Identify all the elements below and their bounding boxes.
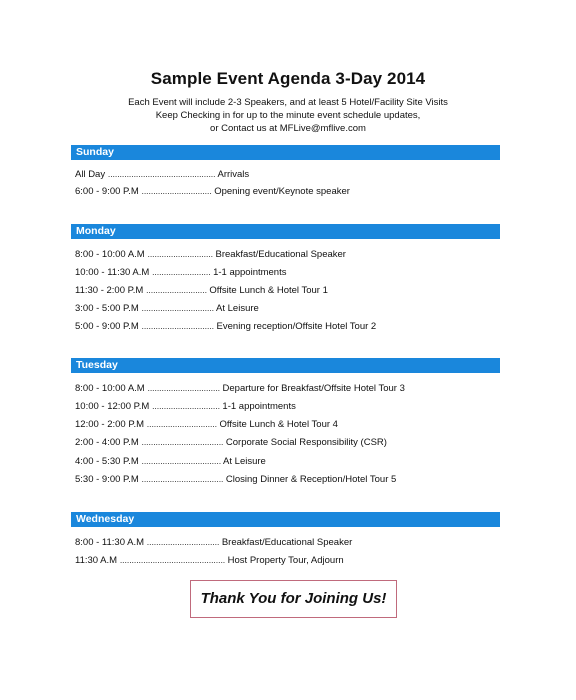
agenda-activity: Departure for Breakfast/Offsite Hotel Tour 3: [222, 383, 405, 394]
thank-you-message: Thank You for Joining Us!: [200, 590, 387, 607]
agenda-row: [75, 474, 396, 486]
agenda-activity: Corporate Social Responsibility (CSR): [225, 437, 387, 448]
agenda-time: 10:00 - 11:30 A.M: [75, 267, 150, 278]
agenda-activity: 1-1 appointments: [222, 401, 296, 412]
agenda-row: [75, 555, 344, 567]
agenda-time: 11:30 A.M: [75, 555, 118, 566]
day-header-tuesday: Tuesday: [71, 358, 500, 373]
dot-leader: ..................................: [141, 456, 221, 467]
dot-leader: ...............................: [146, 537, 220, 548]
agenda-row: [75, 249, 346, 261]
agenda-activity: Offsite Lunch & Hotel Tour 4: [219, 419, 338, 430]
dot-leader: ...............................: [141, 321, 214, 332]
agenda-row: [75, 456, 266, 468]
dot-leader: .........................: [151, 267, 211, 278]
agenda-activity: Host Property Tour, Adjourn: [227, 555, 344, 566]
agenda-time: 10:00 - 12:00 P.M: [75, 401, 150, 412]
thank-you-box: [190, 580, 397, 618]
dot-leader: ............................: [147, 249, 213, 260]
dot-leader: ..............................: [146, 419, 217, 430]
agenda-activity: Breakfast/Educational Speaker: [215, 249, 346, 260]
day-header-sunday: Sunday: [71, 145, 500, 160]
dot-leader: .............................: [151, 401, 220, 412]
agenda-activity: Offsite Lunch & Hotel Tour 1: [209, 285, 328, 296]
intro-line: Each Event will include 2-3 Speakers, and at least 5 Hotel/Facility Site Visits: [128, 97, 448, 108]
agenda-row: [75, 401, 296, 413]
agenda-activity: At Leisure: [216, 303, 259, 314]
dot-leader: ..........................: [145, 285, 207, 296]
agenda-row: [75, 169, 249, 181]
agenda-row: [75, 321, 376, 333]
agenda-row: [75, 437, 387, 449]
agenda-activity: Arrivals: [217, 169, 250, 180]
agenda-activity: Closing Dinner & Reception/Hotel Tour 5: [225, 474, 397, 485]
agenda-time: 8:00 - 11:30 A.M: [75, 537, 145, 548]
agenda-time: 12:00 - 2:00 P.M: [75, 419, 145, 430]
intro-line: or Contact us at MFLive@mflive.com: [210, 123, 366, 134]
dot-leader: ...................................: [141, 437, 224, 448]
agenda-row: [75, 303, 259, 315]
agenda-time: 3:00 - 5:00 P.M: [75, 303, 139, 314]
agenda-time: 11:30 - 2:00 P.M: [75, 285, 144, 296]
dot-leader: .............................................: [119, 555, 225, 566]
agenda-row: [75, 537, 352, 549]
agenda-time: 6:00 - 9:00 P.M: [75, 186, 139, 197]
agenda-row: [75, 383, 405, 395]
agenda-time: 5:00 - 9:00 P.M: [75, 321, 139, 332]
day-header-monday: Monday: [71, 224, 500, 239]
dot-leader: ..............................................: [107, 169, 216, 180]
agenda-time: 4:00 - 5:30 P.M: [75, 456, 139, 467]
agenda-activity: Evening reception/Offsite Hotel Tour 2: [216, 321, 377, 332]
dot-leader: ...................................: [141, 474, 224, 485]
agenda-time: 8:00 - 10:00 A.M: [75, 383, 145, 394]
intro-line: Keep Checking in for up to the minute event schedule updates,: [155, 110, 421, 121]
agenda-time: 2:00 - 4:00 P.M: [75, 437, 139, 448]
intro-block: [0, 96, 576, 135]
dot-leader: ...............................: [147, 383, 220, 394]
agenda-row: [75, 285, 328, 297]
agenda-row: [75, 419, 338, 431]
dot-leader: ...............................: [141, 303, 214, 314]
agenda-row: [75, 267, 287, 279]
agenda-activity: 1-1 appointments: [213, 267, 287, 278]
agenda-time: All Day: [75, 169, 106, 180]
page-title: Sample Event Agenda 3-Day 2014: [150, 69, 426, 88]
agenda-time: 8:00 - 10:00 A.M: [75, 249, 145, 260]
agenda-row: [75, 186, 350, 198]
day-header-wednesday: Wednesday: [71, 512, 500, 527]
agenda-activity: Breakfast/Educational Speaker: [221, 537, 353, 548]
agenda-time: 5:30 - 9:00 P.M: [75, 474, 139, 485]
dot-leader: ..............................: [141, 186, 212, 197]
agenda-activity: At Leisure: [223, 456, 266, 467]
agenda-activity: Opening event/Keynote speaker: [214, 186, 350, 197]
